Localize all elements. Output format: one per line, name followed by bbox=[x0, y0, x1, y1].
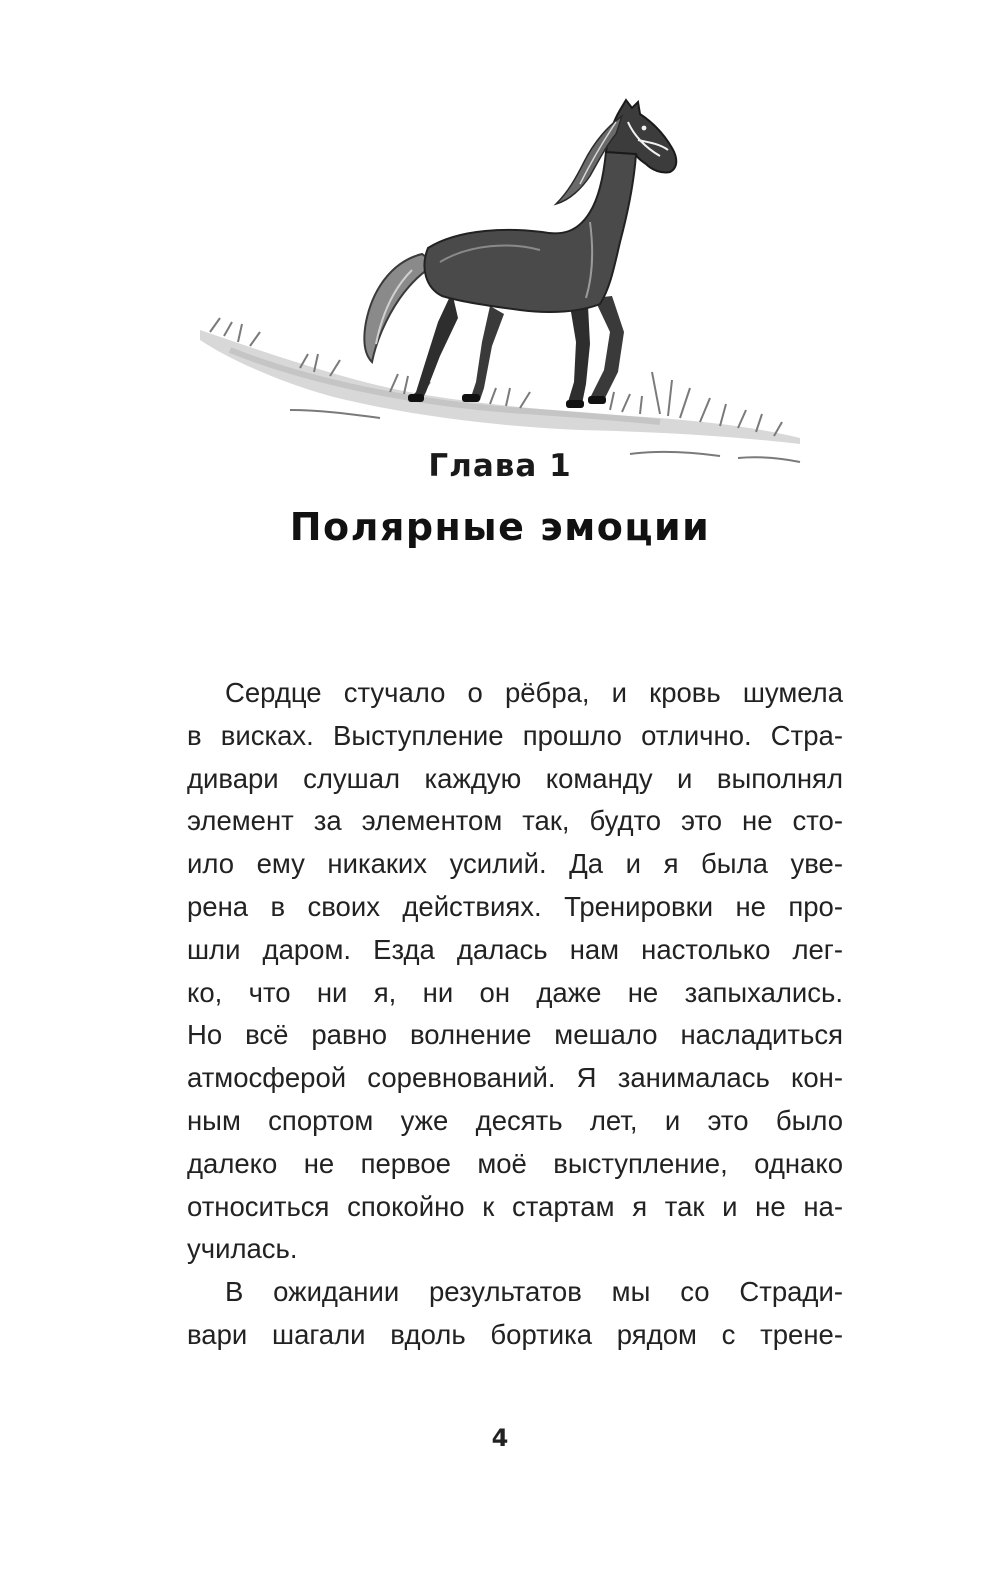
text-line: ко, что ни я, ни он даже не запыхались. bbox=[187, 976, 843, 1008]
chapter-body bbox=[187, 672, 843, 1357]
text-line: Сердце стучало о рёбра, и кровь шумела bbox=[225, 677, 843, 708]
text-line: элемент за элементом так, будто это не сто- bbox=[187, 805, 843, 837]
text-line: атмосферой соревнований. Я занималась кон- bbox=[187, 1062, 843, 1094]
text-line: относиться спокойно к стартам я так и не на- bbox=[187, 1190, 843, 1222]
text-line: в висках. Выступление прошло отлично. Стра- bbox=[187, 719, 843, 751]
horse-illustration bbox=[190, 92, 820, 482]
text-line: Но всё равно волнение мешало насладиться bbox=[187, 1019, 843, 1051]
text-line: рена в своих действиях. Тренировки не про- bbox=[187, 890, 843, 922]
text-line: вари шагали вдоль бортика рядом с трене- bbox=[187, 1318, 843, 1350]
text-line: шли даром. Езда далась нам настолько лег- bbox=[187, 933, 843, 965]
text-line: дивари слушал каждую команду и выполнял bbox=[187, 762, 843, 794]
text-line: ным спортом уже десять лет, и это было bbox=[187, 1104, 843, 1136]
page-number: 4 bbox=[491, 1424, 509, 1452]
text-line: В ожидании результатов мы со Стради- bbox=[225, 1276, 843, 1308]
chapter-number: Глава 1 bbox=[428, 448, 572, 484]
text-line: ило ему никаких усилий. Да и я была уве- bbox=[187, 848, 843, 880]
chapter-title: Полярные эмоции bbox=[289, 505, 711, 549]
text-line: училась. bbox=[187, 1233, 298, 1265]
text-line: далеко не первое моё выступление, однако bbox=[187, 1147, 843, 1179]
